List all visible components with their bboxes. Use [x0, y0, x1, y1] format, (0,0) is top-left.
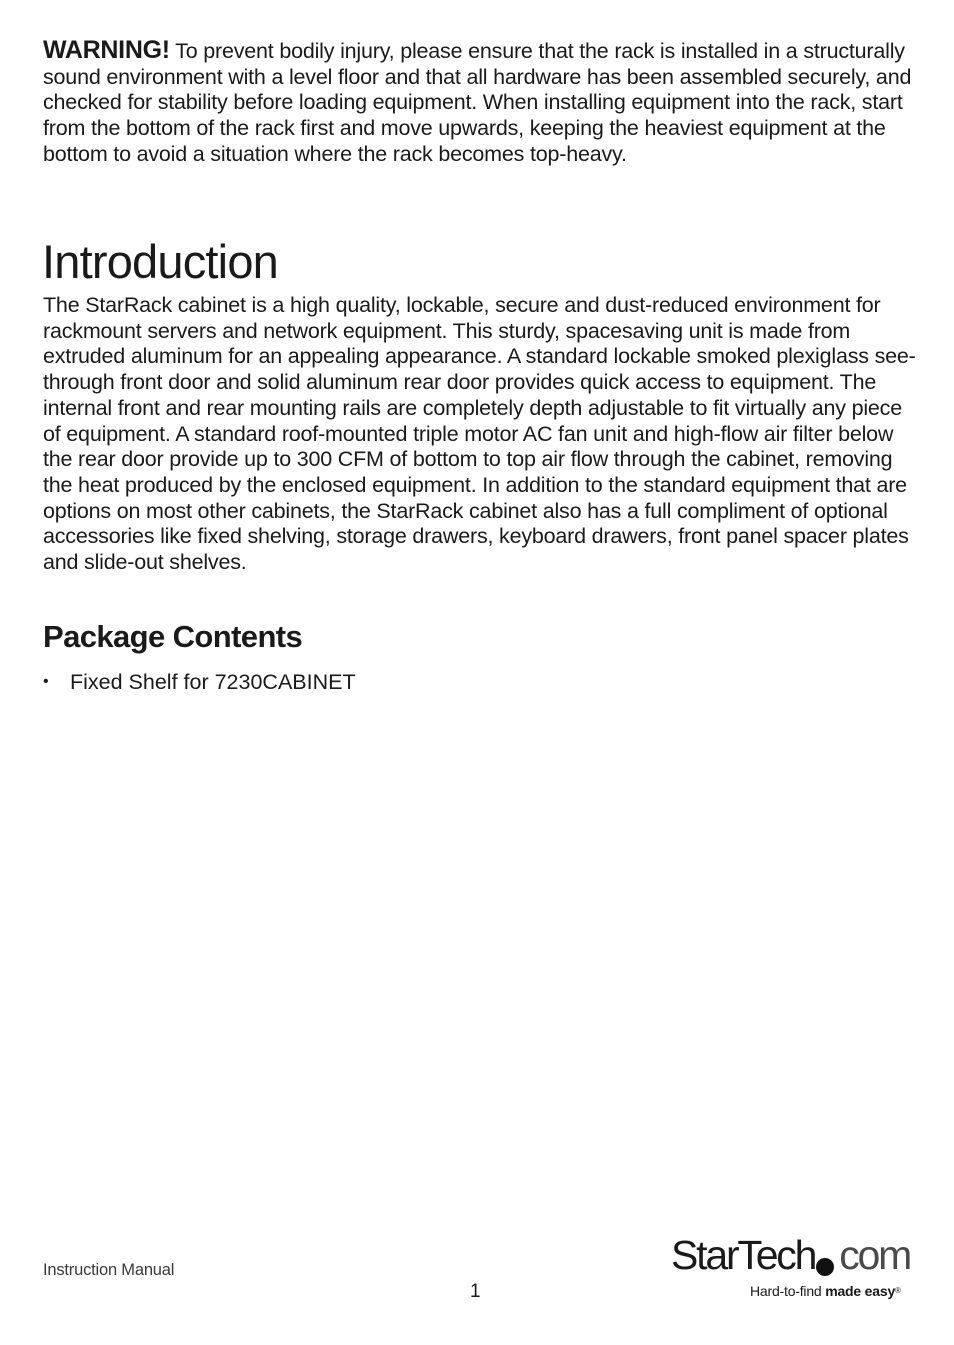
bullet-icon: •	[43, 673, 49, 690]
footer-document-type: Instruction Manual	[43, 1261, 175, 1279]
logo-tagline-bold: made easy	[825, 1283, 896, 1299]
list-item-text: Fixed Shelf for 7230CABINET	[70, 670, 356, 694]
registered-mark: ®	[895, 1286, 901, 1295]
package-contents-heading: Package Contents	[43, 619, 303, 654]
logo-wordmark	[671, 1230, 910, 1280]
package-contents-list	[43, 668, 356, 696]
page-number: 1	[470, 1281, 481, 1302]
list-item	[43, 668, 356, 696]
warning-label: WARNING!	[43, 36, 170, 64]
warning-text: To prevent bodily injury, please ensure that the rack is installed in a structurally sound environment with a level floor and that all hardware has been assembled securely, and checked for stability before loading equipment. When installing equipment into the rack, start from the bottom of the rack first and move upwards, keeping the heaviest equipment at the bottom to avoid a situation where the rack becomes top-heavy.	[43, 39, 912, 166]
logo-dot-icon	[816, 1258, 834, 1276]
logo-brand-name: StarTech	[671, 1232, 816, 1278]
startech-logo	[671, 1230, 911, 1305]
logo-tld: com	[839, 1232, 911, 1278]
warning-paragraph	[43, 38, 923, 168]
logo-tagline-regular: Hard-to-find	[750, 1283, 826, 1299]
logo-tagline	[750, 1282, 901, 1300]
introduction-heading: Introduction	[42, 235, 279, 288]
introduction-body: The StarRack cabinet is a high quality, lockable, secure and dust-reduced environment for rackmount servers and network equipment. This sturdy, spacesaving unit is made from extruded aluminum for an appealing appearance. A standard lockable smoked plexiglass see-through front door and solid aluminum rear door provides quick access to equipment. The internal front and rear mounting rails are completely depth adjustable to fit virtually any piece of equipment. A standard roof-mounted triple motor AC fan unit and high-flow air filter below the rear door provide up to 300 CFM of bottom to top air flow through the cabinet, removing the heat produced by the enclosed equipment. In addition to the standard equipment that are options on most other cabinets, the StarRack cabinet also has a full compliment of optional accessories like fixed shelving, storage drawers, keyboard drawers, front panel spacer plates and slide-out shelves.	[43, 293, 916, 575]
